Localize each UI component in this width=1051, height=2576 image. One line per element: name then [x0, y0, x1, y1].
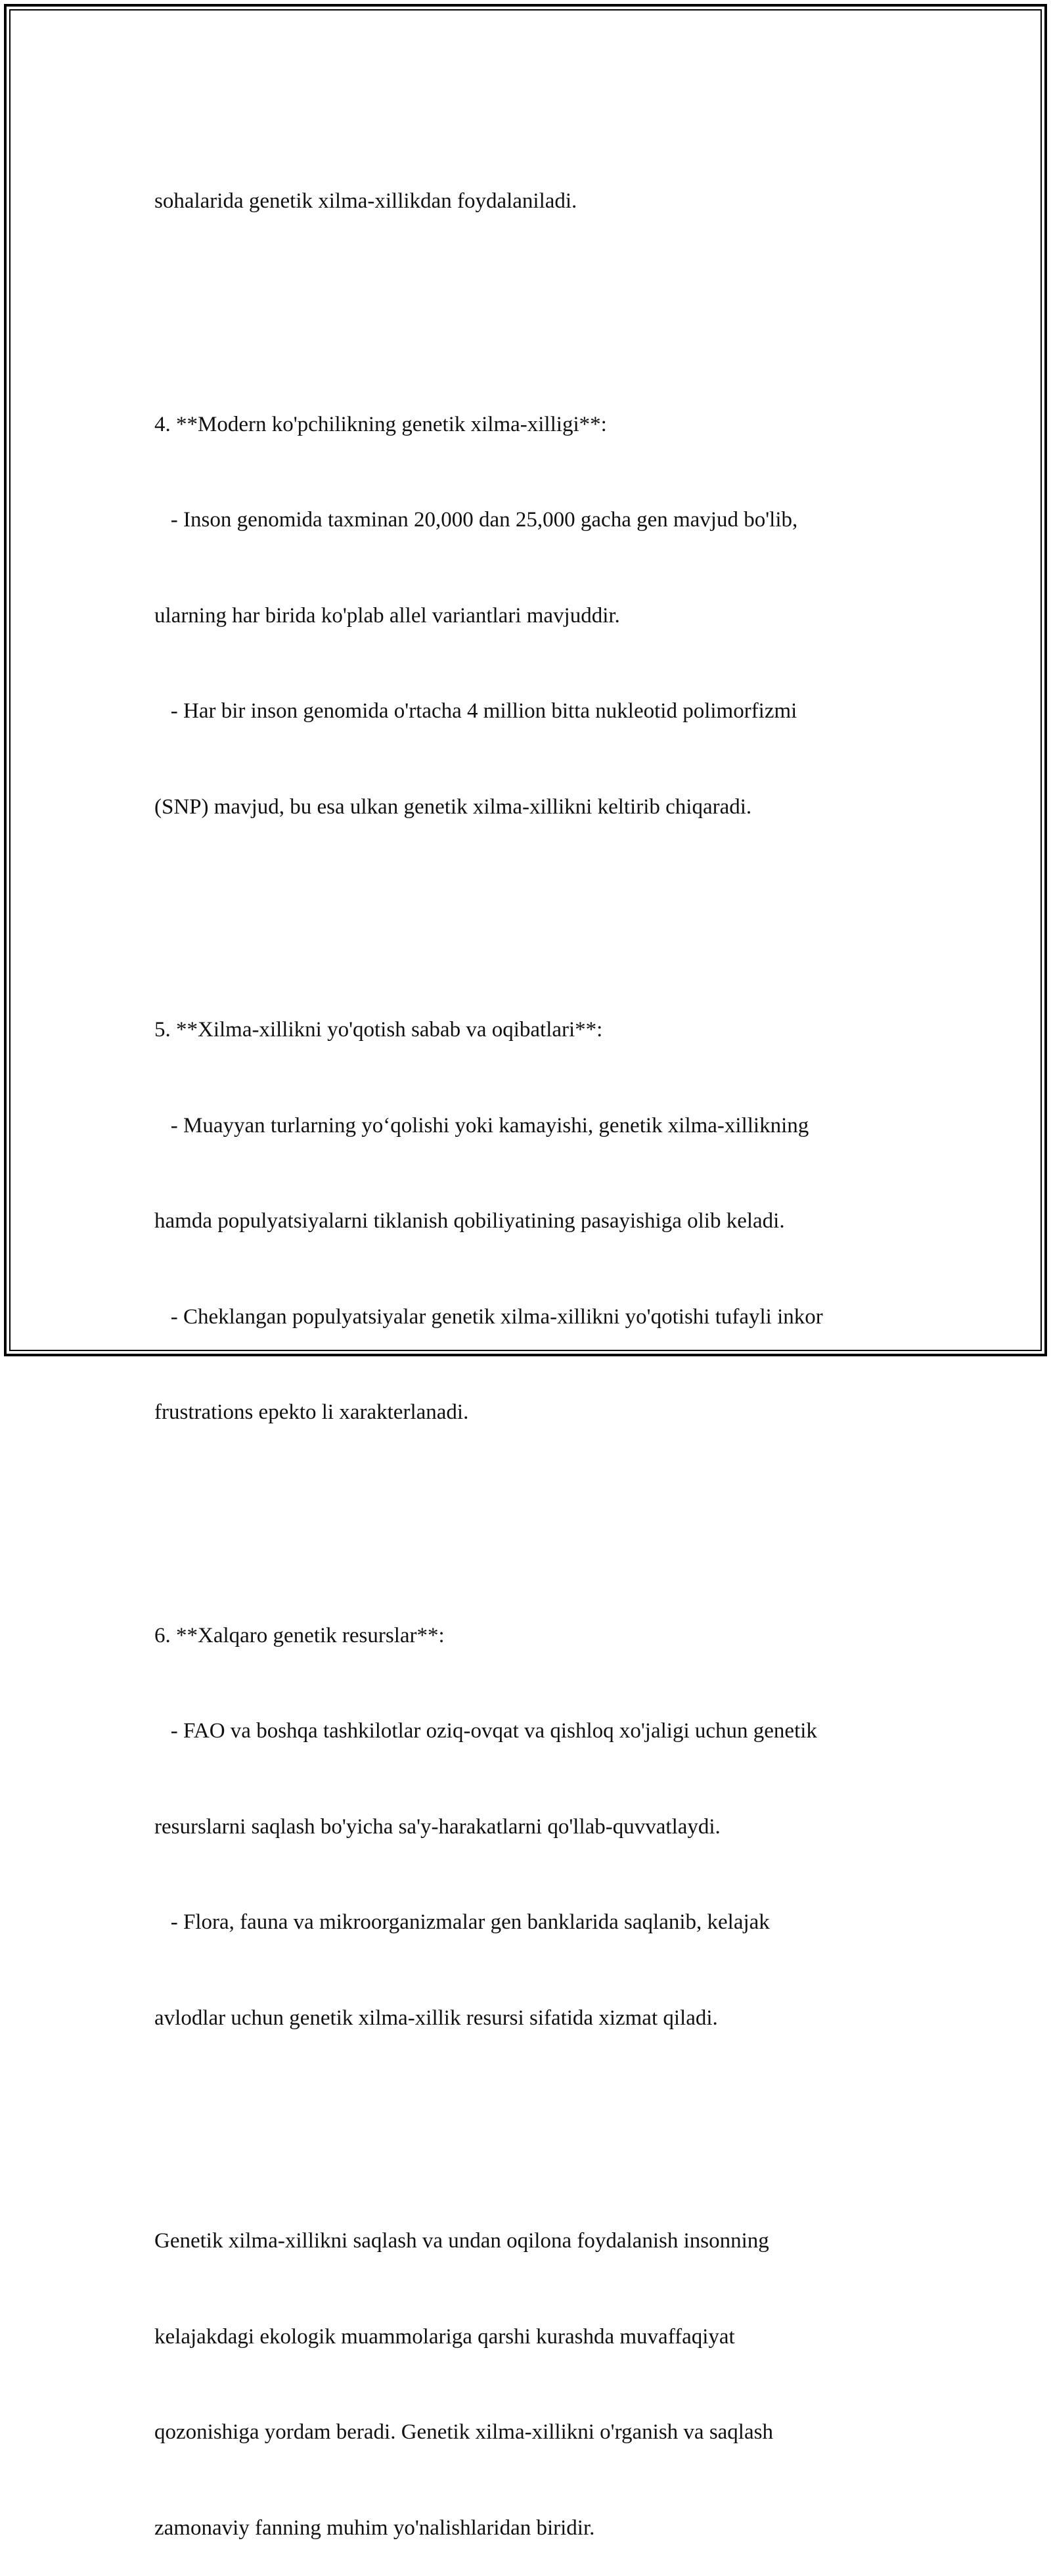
section-5-heading: 5. **Xilma-xillikni yo'qotish sabab va oqibatlari**: [154, 1018, 603, 1042]
conclusion-line: zamonaviy fanning muhim yo'nalishlaridan biridir. [154, 2516, 595, 2540]
section-5-line: - Cheklangan populyatsiyalar genetik xilma-xillikni yo'qotishi tufayli inkor [154, 1304, 823, 1329]
section-6-line: avlodlar uchun genetik xilma-xillik resursi sifatida xizmat qiladi. [154, 2006, 718, 2030]
section-4-line: - Inson genomida taxminan 20,000 dan 25,000 gacha gen mavjud bo'lib, [154, 508, 798, 532]
section-4-line: (SNP) mavjud, bu esa ulkan genetik xilma-xillikni keltirib chiqaradi. [154, 794, 752, 819]
document-body [154, 122, 929, 2576]
section-5-line: - Muayyan turlarning yo‘qolishi yoki kamayishi, genetik xilma-xillikning [154, 1113, 809, 1138]
paragraph-gap [154, 1492, 929, 1525]
section-6-line: - FAO va boshqa tashkilotlar oziq-ovqat va qishloq xo'jaligi uchun genetik [154, 1719, 817, 1743]
section-5-line: hamda populyatsiyalarni tiklanish qobiliyatining pasayishiga olib keladi. [154, 1209, 785, 1233]
section-6-line: resurslarni saqlash bo'yicha sa'y-harakatlarni qo'llab-quvvatlaydi. [154, 1814, 721, 1839]
paragraph-gap [154, 886, 929, 919]
section-5-line: frustrations epekto li xarakterlanadi. [154, 1400, 469, 1424]
section-6-heading: 6. **Xalqaro genetik resurslar**: [154, 1623, 445, 1647]
paragraph-gap [154, 281, 929, 313]
section-4-line: - Har bir inson genomida o'rtacha 4 million bitta nukleotid polimorfizmi [154, 699, 797, 723]
section-4-line: ularning har birida ko'plab allel variantlari mavjuddir. [154, 603, 620, 628]
conclusion-line: Genetik xilma-xillikni saqlash va undan oqilona foydalanish insonning [154, 2229, 769, 2253]
section-6-line: - Flora, fauna va mikroorganizmalar gen banklarida saqlanib, kelajak [154, 1910, 770, 1934]
paragraph-gap [154, 2098, 929, 2130]
section-4-heading: 4. **Modern ko'pchilikning genetik xilma-xilligi**: [154, 412, 607, 436]
intro-tail-line: sohalarida genetik xilma-xillikdan foydalaniladi. [154, 189, 577, 213]
conclusion-line: qozonishiga yordam beradi. Genetik xilma-xillikni o'rganish va saqlash [154, 2420, 773, 2444]
conclusion-line: kelajakdagi ekologik muammolariga qarshi kurashda muvaffaqiyat [154, 2324, 735, 2349]
